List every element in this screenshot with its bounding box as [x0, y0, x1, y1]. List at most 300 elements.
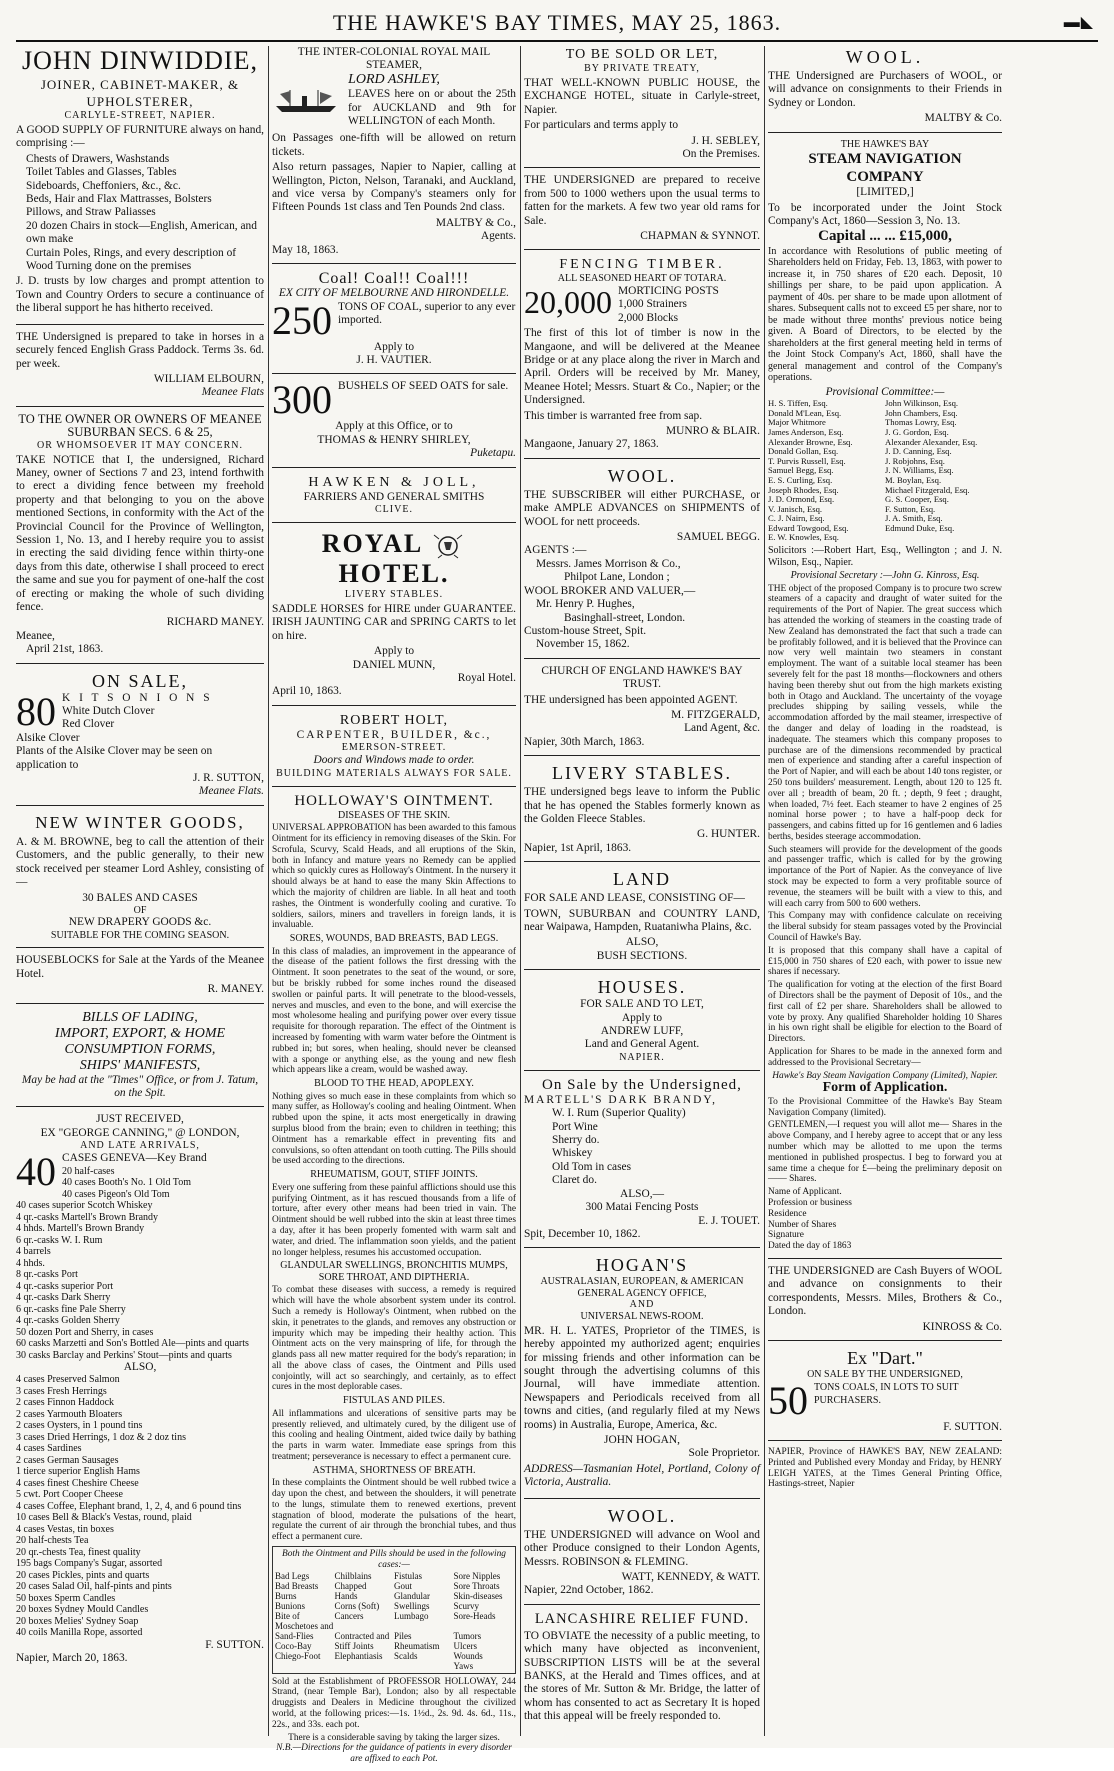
- ad-big-number: 20,000: [524, 283, 612, 320]
- royal-crest-icon: [430, 533, 466, 559]
- ad-subheading: JOINER, CABINET-MAKER, & UPHOLSTERER,: [40, 77, 240, 109]
- list-item: 4 cases Preserved Salmon: [16, 1374, 120, 1386]
- ad-apply: Apply to: [373, 340, 415, 353]
- ad-houseblocks: [16, 954, 264, 1003]
- ad-role: Sole Proprietor.: [688, 1447, 760, 1460]
- ad-signature: MALTBY & Co.,: [435, 216, 516, 229]
- section-body: In this class of maladies, an improvement in the appearance of the disease of the patient follows the first dressing with the Ointment. It soon penetrates to the seat of the wound, or sore, but be briskly rubbed for some inches round the diseased swollen or painful parts. It will penetrate to the blood-vessels, nerves and muscles, and even to the bone, and will exercise the most wholesome healing and purifying power over every tissue requisite for thorough reparation. The effect of the Ointment is increased by fomenting with warm water before the Ointment is rubbed in; but sores, when healing, should never be cleansed with a sponge or anything else, as the young and new flesh which appears like a cream, would be washed away.: [272, 946, 516, 1076]
- ad-signature: R. MANEY.: [207, 983, 264, 996]
- ad-line: 2,000 Blocks: [618, 311, 679, 324]
- ad-date: November 15, 1862.: [536, 638, 630, 651]
- ad-body: It is proposed that this company shall have a capital of £15,000 in 750 shares of £20 each, with power to issue new shares if necessary.: [768, 945, 1002, 978]
- ad-heading: CHURCH OF ENGLAND HAWKE'S BAY TRUST.: [541, 664, 743, 691]
- ad-subheading: ALL SEASONED HEART OF TOTARA.: [557, 273, 727, 285]
- ad-place: Meanee Flats: [201, 386, 264, 399]
- ad-body: Hawke's Bay Steam Navigation Company (Limited), Napier.: [772, 1070, 998, 1081]
- ad-heading: HAWKEN & JOLL,: [308, 474, 480, 490]
- ad-body: Such steamers will provide for the development of the goods and passenger traffic, which is called for by the growing importance of the Port of Napier. As the conveyance of live stock may be expected to form a very profitable source of revenue, the steamers will be built with a view to this, and will each carry from 500 to 600 wethers.: [768, 844, 1002, 909]
- ad-heading: Coal! Coal!! Coal!!!: [318, 270, 470, 288]
- ad-pre-heading: THE HAWKE'S BAY: [840, 138, 930, 150]
- case-item: [394, 1661, 454, 1671]
- ad-signature: F. SUTTON.: [943, 1420, 1002, 1433]
- list-item: Curtain Poles, Rings, and every description of Wood Turning done on the premises: [26, 246, 237, 273]
- list-item: 40 coils Manilla Rope, assorted: [16, 1627, 143, 1639]
- committee-list: [768, 399, 1002, 543]
- ad-body: THAT WELL-KNOWN PUBLIC HOUSE, the EXCHANGE HOTEL, situate in Carlyle-street, Napier.: [524, 77, 760, 116]
- list-item: 195 bags Company's Sugar, assorted: [16, 1558, 163, 1570]
- case-item: Fistulas: [394, 1570, 423, 1581]
- list-item: Old Tom in cases: [552, 1160, 632, 1173]
- ad-heading: FENCING TIMBER.: [559, 257, 725, 273]
- list-item: 4 cases Sardines: [16, 1443, 82, 1455]
- ad-line: Mr. Henry P. Hughes,: [536, 598, 635, 611]
- ad-note: There is a considerable saving by taking the larger sizes.: [288, 1732, 500, 1743]
- ad-hawken-joll: [272, 474, 516, 523]
- committee-member: Major Whitmore: [768, 417, 826, 428]
- ad-big-number: 50: [768, 1377, 808, 1423]
- case-item: Scurvy: [453, 1600, 479, 1611]
- committee-member: Alexander Alexander, Esq.: [885, 436, 978, 447]
- ad-heading: LAND: [613, 869, 671, 890]
- committee-member: [885, 533, 1002, 543]
- committee-member: C. J. Nairn, Esq.: [768, 513, 825, 524]
- ad-signature: WATT, KENNEDY, & WATT.: [621, 1570, 760, 1583]
- ad-date: Napier, 1st April, 1863.: [524, 841, 632, 854]
- committee-member: H. S. Tiffen, Esq.: [768, 398, 828, 409]
- ad-signature: THOMAS & HENRY SHIRLEY,: [317, 433, 471, 446]
- cases-grid: [275, 1571, 513, 1671]
- case-item: Chilblains: [334, 1570, 372, 1581]
- list-item: 4 barrels: [16, 1246, 51, 1258]
- ad-subheading: FOR SALE AND TO LET,: [580, 998, 704, 1011]
- form-fields: [768, 1187, 1002, 1241]
- form-heading: Form of Application.: [822, 1080, 948, 1096]
- ad-body: To be incorporated under the Joint Stock Company's Act, 1860—Session 3, No. 13.: [768, 201, 1002, 227]
- ad-lancashire-relief: [524, 1611, 760, 1732]
- ad-heading: NEW WINTER GOODS,: [35, 812, 245, 832]
- case-item: Contracted and: [334, 1630, 390, 1641]
- ad-robert-holt: [272, 712, 516, 787]
- ad-line: CONSUMPTION FORMS,: [64, 1041, 216, 1057]
- section-body: UNIVERSAL APPROBATION has been awarded to this famous Ointment for its efficiency in removing diseases of the Skin. For Scrofula, Scurvy, Scald Heads, and all eruptions of the Skin, both in Infancy and mature years no Remedy can be applied which so quickly cures as Holloway's Ointment. In the nursery it should always be at hand to ease the many Skin Affections to which the majority of children are liable. In all heat and tooth rashes, the Ointment is wonderfully cooling and curative. To soldiers, sailors, miners and travellers in foreign lands, it is invaluable.: [272, 823, 516, 931]
- case-item: Skin-diseases: [453, 1590, 503, 1601]
- ad-subheading: AUSTRALASIAN, EUROPEAN, & AMERICAN GENERAL AGENCY OFFICE,: [540, 1276, 744, 1299]
- committee-member: Edmund Duke, Esq.: [885, 522, 955, 533]
- ad-holloway: [272, 793, 516, 1771]
- ad-line: SHIPS' MANIFESTS,: [79, 1057, 201, 1073]
- ad-line: TONS COALS, IN LOTS TO SUIT PURCHASERS.: [814, 1381, 959, 1406]
- ad-body: BUSHELS OF SEED OATS for sale.: [338, 380, 509, 393]
- ad-line: AGENTS :—: [524, 544, 587, 557]
- case-item: Elephantiasis: [334, 1650, 383, 1661]
- ad-heading: WOOL.: [845, 47, 925, 67]
- case-item: Glandular: [394, 1590, 430, 1601]
- ad-bills-of-lading: [16, 1010, 264, 1108]
- ad-heading: THE INTER-COLONIAL ROYAL MAIL STEAMER,: [297, 46, 491, 72]
- list-item: Red Clover: [62, 718, 115, 731]
- ad-subheading: LORD ASHLEY,: [348, 71, 440, 87]
- ad-heading: HOGAN'S: [595, 1255, 689, 1276]
- ad-also: ALSO,: [625, 936, 659, 949]
- list-item: Pillows, and Straw Paliasses: [26, 206, 156, 219]
- committee-member: Thomas Lowry, Esq.: [885, 417, 957, 428]
- ad-line: BUILDING MATERIALS ALWAYS FOR SALE.: [276, 767, 512, 779]
- list-item: 4 cases Coffee, Elephant brand, 1, 2, 4, and 6 pound tins: [16, 1500, 242, 1512]
- capital-line: Capital ... ... £15,000,: [818, 228, 952, 245]
- committee-member: E. S. Curling, Esq.: [768, 474, 833, 485]
- list-item: Whiskey: [552, 1147, 593, 1160]
- committee-member: John Chambers, Esq.: [885, 407, 958, 418]
- ad-first-line: MORTICING POSTS: [618, 284, 719, 297]
- form-dated: Dated the day of 1863: [768, 1241, 852, 1252]
- case-item: [275, 1661, 335, 1671]
- committee-member: Joseph Rhodes, Esq.: [768, 484, 839, 495]
- ad-date: April 10, 1863.: [272, 685, 342, 698]
- case-item: Hands: [334, 1590, 358, 1601]
- committee-member: J. A. Smith, Esq.: [885, 513, 943, 524]
- list-item: Port Wine: [552, 1120, 598, 1133]
- masthead-rule: [16, 40, 1098, 42]
- ad-body: LEAVES here on or about the 25th for AUCKLAND and 9th for WELLINGTON of each Month.: [348, 88, 516, 128]
- case-item: Ulcers: [453, 1640, 477, 1651]
- committee-member: Samuel Begg, Esq.: [768, 465, 834, 476]
- ad-signature: JOHN HOGAN,: [604, 1434, 680, 1447]
- committee-member: Donald Gollan, Esq.: [768, 446, 839, 457]
- printer-imprint: NAPIER, Province of HAWKE'S BAY, NEW ZEALAND: Printed and Published every Monday and Friday, by HENRY LEIGH YATES, at the Times General Printing Office, Hastings-street, Napier: [768, 1446, 1002, 1490]
- section-head: DISEASES OF THE SKIN.: [337, 809, 451, 821]
- ad-signature: J. H. VAUTIER.: [356, 353, 432, 366]
- ad-wool-watt: [524, 1505, 760, 1605]
- list-item: 4 hhds.: [16, 1257, 45, 1269]
- ad-big-number: 80: [16, 688, 56, 734]
- committee-member: E. W. Knowles, Esq.: [768, 532, 839, 543]
- ad-elbourn: [16, 331, 264, 407]
- list-item: 6 qr.-casks W. I. Rum: [16, 1234, 103, 1246]
- masthead: [16, 6, 1098, 40]
- ad-line: BILLS OF LADING,: [82, 1009, 198, 1025]
- list-item: 20 half-cases: [62, 1165, 115, 1177]
- form-field: Number of Shares: [768, 1219, 837, 1230]
- committee-member: Michael Fitzgerald, Esq.: [885, 484, 970, 495]
- ad-line: Messrs. James Morrison & Co.,: [536, 557, 681, 570]
- ad-signature: DANIEL MUNN,: [352, 658, 436, 671]
- steamship-icon: [272, 88, 342, 114]
- ad-subheading: BY PRIVATE TREATY,: [584, 63, 700, 74]
- ad-subheading: AND LATE ARRIVALS,: [80, 1140, 200, 1152]
- column-divider: [764, 46, 765, 1736]
- section-head: GLANDULAR SWELLINGS, BRONCHITIS MUMPS, SORE THROAT, AND DIPTHERIA.: [280, 1260, 508, 1283]
- list-item: 10 cases Bell & Black's Vestas, round, plaid: [16, 1512, 192, 1524]
- ad-heading: TO THE OWNER OR OWNERS OF MEANEE SUBURBAN SECS. 6 & 25,: [18, 411, 262, 440]
- ad-place: Puketapu.: [470, 447, 516, 460]
- item-list: [16, 1166, 264, 1362]
- ad-body: The first of this lot of timber is now in the Mangaone, and will be delivered at the Meanee Bridge or at any place along the river in March and April. Orders will be received by Mr. Maney, Meanee Hotel; Messrs. Stuart & Co., Napier; or the Undersigned.: [524, 327, 760, 407]
- ad-body: Also return passages, Napier to Napier, calling at Wellington, Picton, Nelson, Taranaki, and Auckland, and vice versa by Company's steamers only for Fifteen Pounds 1st class and Ten Pounds 2nd class.: [272, 161, 516, 214]
- ad-line: BUSH SECTIONS.: [596, 949, 688, 962]
- ad-big-number: 40: [16, 1149, 56, 1195]
- ad-body: TONS OF COAL, superior to any ever imported.: [338, 300, 516, 326]
- masthead-title: THE HAWKE'S BAY TIMES, MAY 25, 1863.: [332, 10, 782, 35]
- ad-line: Philpot Lane, London ;: [564, 571, 670, 584]
- list-item: Plants of the Alsike Clover may be seen on application to: [16, 745, 213, 771]
- list-item: 20 half-chests Tea: [16, 1535, 89, 1547]
- form-field: Signature: [768, 1230, 804, 1241]
- ad-subheading: LIVERY STABLES.: [344, 588, 444, 600]
- case-item: Sore Throats: [453, 1580, 500, 1591]
- ad-body: Sold at the Establishment of PROFESSOR HOLLOWAY, 244 Strand, (near Temple Bar), London; also by all respectable druggists and Dealers in Medicine throughout the civilized world, at the following prices:—1s. 1½d., 2s. 9d. 4s. 6d., 11s., 22s., and 33s. each pot.: [272, 1676, 516, 1730]
- list-item: 20 qr.-chests Tea, finest quality: [16, 1546, 141, 1558]
- ad-line: SUITABLE FOR THE COMING SEASON.: [50, 929, 230, 941]
- list-item: 2 cases Yarmouth Bloaters: [16, 1408, 123, 1420]
- ad-wool-maltby: [768, 46, 1002, 133]
- case-item: Sore-Heads: [453, 1610, 496, 1621]
- list-item: 1 tierce superior English Hams: [16, 1466, 140, 1478]
- case-item: Chapped: [334, 1580, 367, 1591]
- committee-member: J. Robjohns, Esq.: [885, 455, 945, 466]
- section-body: In these complaints the Ointment should be well rubbed twice a day upon the chest, and between the shoulders, it will penetrate to the lungs, stimulate them to renewed exertions, prevent stagnation of blood, moderate the pulsations of the heart, regulate the current of air through the bronchial tubes, and thus effect a permanent cure.: [272, 1478, 516, 1543]
- ad-place: CLIVE.: [375, 503, 413, 515]
- ad-body: FOR SALE AND LEASE, CONSISTING OF—: [524, 892, 745, 905]
- ad-body: THE object of the proposed Company is to procure two screw steamers of a capacity and draught of water suited for the requirements of the Port of Napier. The great success which has attended the working of steamers in the coasting trade of New Zealand has demonstrated the fact that such a trade can be profitably followed, and it is believed that the Province can now very well maintain two steamers in constant employment. The want of a suitable local steamer has been severely felt for the past 18 months—flockowners and others having been thereby shut out from the high markets existing both in Otago and Auckland. The uncertainty of the voyage precludes shipping by sailing vessels, while the accommodation afforded by the mail steamer, irrespective of the danger and delay of loading in the roadstead, is inadequate. The steamers which this company proposes to purchase are of the dimensions recommended by practical men of experience and standing after a careful inspection of the Port of Napier, and will each be about 140 tons register, or 250 tons builders' measurement. Length, about 120 to 125 ft. over all ; breadth of beam, 20 ft. ; depth, 9 feet ; draught, when loaded, 7½ feet. Each steamer to have 2 engines of 25 nominal horse power ; to have a half-poop deck for passengers, and cabins fitted up for 16 gentlemen and 6 ladies berths, besides steerage accommodation.: [768, 583, 1002, 842]
- ad-place: Meanee Flats.: [198, 785, 264, 798]
- ad-line: 30 BALES AND CASES: [82, 891, 198, 904]
- ad-line: 300 Matai Fencing Posts: [585, 1201, 699, 1214]
- column-1: [16, 46, 264, 1736]
- list-item: 2 cases Finnon Haddock: [16, 1397, 115, 1409]
- ad-heading: HOTEL.: [338, 558, 450, 588]
- ad-role: Land Agent, &c.: [684, 722, 760, 735]
- ad-first-line: K I T S O N I O N S: [62, 691, 213, 704]
- ad-date: April 21st, 1863.: [26, 643, 104, 656]
- ad-subheading: [LIMITED,]: [856, 186, 914, 199]
- ad-houses: [524, 976, 760, 1071]
- ad-body: THE undersigned begs leave to inform the Public that he has opened the Stables formerly known as the Golden Fleece Stables.: [524, 786, 760, 825]
- ad-signature: M. FITZGERALD,: [671, 708, 760, 721]
- ad-body: Application for Shares to be made in the annexed form and addressed to the Provisional Secretary—: [768, 1047, 1002, 1068]
- list-item: 2 cases Oysters, in 1 pound tins: [16, 1420, 143, 1432]
- list-item: 8 qr.-casks Port: [16, 1269, 78, 1281]
- ad-body: A. & M. BROWNE, beg to call the attention of their Customers, and the public generally, to their new stock received per steamer Lord Ashley, consisting of—: [16, 835, 264, 889]
- ad-line: WOOL BROKER AND VALUER,—: [524, 584, 696, 597]
- ad-signature: RICHARD MANEY.: [166, 616, 264, 629]
- list-item: 20 dozen Chairs in stock—English, American, and own make: [26, 219, 257, 246]
- ad-body: On Passages one-fifth will be allowed on return tickets.: [272, 132, 516, 158]
- list-item: Alsike Clover: [16, 731, 80, 744]
- ad-place: Meanee,: [16, 629, 55, 642]
- list-item: 6 qr.-casks fine Pale Sherry: [16, 1303, 126, 1315]
- ad-chapman: [524, 174, 760, 250]
- list-item: 50 dozen Port and Sherry, in cases: [16, 1326, 154, 1338]
- ad-coal: [272, 270, 516, 374]
- ad-body: THE UNDERSIGNED are prepared to receive from 500 to 1000 wethers upon the usual terms to fatten for the markets. A few two year old rams for Sale.: [524, 174, 760, 227]
- ad-kinross: [768, 1265, 1002, 1341]
- ad-signature: CHAPMAN & SYNNOT.: [640, 230, 760, 243]
- ad-subheading: EX "GEORGE CANNING," @ LONDON,: [40, 1126, 240, 1139]
- ad-signature: WILLIAM ELBOURN,: [153, 372, 264, 385]
- committee-member: M. Boylan, Esq.: [885, 474, 942, 485]
- section-head: RHEUMATISM, GOUT, STIFF JOINTS.: [310, 1169, 478, 1181]
- ad-signature: MUNRO & BLAIR.: [666, 425, 760, 438]
- masthead-ornament-icon: ▬◣: [1063, 14, 1094, 31]
- list-item: 3 cases Fresh Herrings: [16, 1385, 107, 1397]
- list-item: 4 qr.-casks Dark Sherry: [16, 1292, 111, 1304]
- case-item: Tumors: [453, 1630, 482, 1641]
- list-item: 30 casks Barclay and Perkins' Stout—pints and quarts: [16, 1349, 232, 1361]
- case-item: Chiego-Foot: [275, 1650, 321, 1661]
- section-body: Every one suffering from these painful afflictions should use this purifying Ointment, as it has rescued thousands from a life of torture, after every other means had been tried in vain. The Ointment should be well rubbed into the skin at least three times a day, after it has been properly fomented with warm salt and water, and dried. The inflammation soon yields, and the patient no longer helpless, resumes his accustomed occupation.: [272, 1182, 516, 1258]
- item-list: [524, 1107, 760, 1187]
- ad-signature: SAMUEL BEGG.: [676, 531, 760, 544]
- item-list: [16, 1374, 264, 1639]
- list-item: Claret do.: [552, 1174, 597, 1187]
- case-item: Gout: [394, 1580, 412, 1591]
- ad-line: May be had at the "Times" Office, or from J. Tatum, on the Spit.: [21, 1073, 259, 1099]
- case-item: Bite of Moschetoes and: [275, 1610, 334, 1631]
- ad-big-number: 250: [272, 297, 332, 343]
- section-body: To combat these diseases with success, a remedy is required which will have the whole absorbent system under its control. Such a remedy is Holloway's Ointment, when rubbed on the skin, it penetrates to the glands, and removes any obstruction or impurity which may be impeding their healthy action. This Ointment acts on the very mainspring of life, for through the glands pass all new matter required for the body's reparation; in all the above class of cases, the Ointment and Pills used conjointly, will act so searchingly, and certainly, as to effect cures in the most deplorable cases.: [272, 1285, 516, 1393]
- ad-note: N.B.—Directions for the guidance of patients in every disorder are affixed to each Pot.: [276, 1743, 512, 1765]
- case-item: Burns: [275, 1590, 297, 1601]
- committee-member: James Anderson, Esq.: [768, 426, 844, 437]
- ad-heading: HOUSES.: [597, 977, 687, 998]
- committee-member: V. Janisch, Esq.: [768, 503, 823, 514]
- ad-body: THE UNDERSIGNED will advance on Wool and other Produce consigned to their London Agents, Messrs. ROBINSON & FLEMING.: [524, 1528, 760, 1568]
- case-item: Swellings: [394, 1600, 430, 1611]
- ad-line: 1,000 Strainers: [618, 298, 687, 311]
- ad-subheading: UNIVERSAL NEWS-ROOM.: [580, 1311, 704, 1323]
- ad-signature: KINROSS & Co.: [922, 1320, 1002, 1333]
- ad-address: CARLYLE-STREET, NAPIER.: [64, 110, 216, 121]
- list-item: 4 qr.-casks superior Port: [16, 1280, 114, 1292]
- ad-winter-goods: [16, 812, 264, 948]
- ad-heading: ROYAL: [321, 528, 422, 558]
- ad-apply: Apply at this Office, or to: [335, 420, 453, 433]
- ad-also: ALSO,: [123, 1361, 157, 1374]
- ad-body: MR. H. L. YATES, Proprietor of the TIMES, is hereby appointed my authorized agent; enquiries for missing friends and other information can be sought through the advertising columns of this Journal, will have immediate attention. Newspapers and Periodicals received from all towns and cities, (and regularly filed at my News rooms) in Australia, Europe, America, &c.: [524, 1324, 760, 1431]
- committee-member: T. Purvis Russell, Esq.: [768, 455, 846, 466]
- ad-first-line: CASES GENEVA—Key Brand: [62, 1152, 207, 1165]
- ad-body: This timber is warranted free from sap.: [524, 409, 703, 422]
- ad-date: May 18, 1863.: [272, 243, 339, 256]
- section-head: ASTHMA, SHORTNESS OF BREATH.: [312, 1464, 476, 1476]
- committee-member: Edward Towgood, Esq.: [768, 522, 849, 533]
- ad-maney-notice: [16, 413, 264, 664]
- ad-body: For particulars and terms apply to: [524, 119, 679, 132]
- case-item: Scalds: [394, 1650, 418, 1661]
- case-item: Coco-Bay: [275, 1640, 312, 1651]
- ad-body: THE Undersigned is prepared to take in horses in a securely fenced English Grass Paddock. Terms 3s. 6d. per week.: [16, 330, 264, 370]
- column-2: [272, 46, 516, 1765]
- ad-wool-begg: [524, 465, 760, 659]
- ad-body: J. D. trusts by low charges and prompt attention to Town and Country Orders to secure a continuance of the liberal support he has hitherto received.: [16, 275, 264, 315]
- ad-line: IMPORT, EXPORT, & HOME: [54, 1025, 226, 1041]
- ad-date: Napier, 30th March, 1863.: [524, 735, 645, 748]
- ad-line: Doors and Windows made to order.: [313, 754, 475, 767]
- ad-body: Provisional Secretary :—John G. Kinross, Esq.: [790, 570, 980, 582]
- section-body: Nothing gives so much ease in these complaints from which so many suffer, as Holloway's cooling and healing Ointment. When rubbed upon the spine, it acts most energetically in drawing surplus blood from the brain; even to children in teething; this Ointment has a remarkable effect in preventing fits and convulsions, so often attendant on tooth cutting. The Pills should be used according to the directions.: [272, 1091, 516, 1167]
- list-item: W. I. Rum (Superior Quality): [552, 1107, 686, 1120]
- ad-body: The qualification for voting at the election of the first Board of Directors shall be the payment of Deposit of 10s., and the first call of £2 per share. Shareholders shall be allowed to vote by proxy. Any qualified Shareholder holding 10 Shares in his own right shall be eligible for election to the Board of Directors.: [768, 980, 1002, 1045]
- ad-seed-oats: [272, 377, 516, 467]
- ad-dart: [768, 1347, 1002, 1441]
- ad-body: This Company may with confidence calculate on receiving the liberal subsidy for steam passages voted by the Provincial Council of Hawke's Bay.: [768, 911, 1002, 944]
- ad-body: In accordance with Resolutions of public meeting of Shareholders held on Friday, Feb. 13, 1863, with power to increase it, in 750 shares of £20 each. Deposit, 10 shillings per share, to be paid upon application. A payment of 40s. per share to be made upon allotment of shares. Subsequent calls not to exceed £5 per share, nor to be made without three months' previous notice being given. A Board of Directors, to be elected by the shareholders at the first general meeting held in terms of the Joint Stock Company's Act, 1860, shall have the general management and control of the Company's operations.: [768, 245, 1002, 384]
- ad-mail-steamer: [272, 46, 516, 264]
- ad-role: Agents.: [480, 230, 516, 243]
- committee-member: J. G. Gordon, Esq.: [885, 426, 949, 437]
- ad-heading: HOLLOWAY'S OINTMENT.: [294, 792, 494, 809]
- ad-apply: Apply to: [621, 1011, 663, 1024]
- case-item: Lumbago: [394, 1610, 429, 1621]
- ad-signature: E. J. TOUET.: [698, 1214, 760, 1227]
- ad-livery-stables: [524, 762, 760, 862]
- ad-body: THE UNDERSIGNED are Cash Buyers of WOOL and advance on consignments to their correspondents, Messrs. Miles, Brothers & Co., London.: [768, 1264, 1002, 1318]
- list-item: 4 hhds. Martell's Brown Brandy: [16, 1223, 145, 1235]
- list-item: 50 boxes Sperm Candles: [16, 1592, 116, 1604]
- list-item: 20 cases Pickles, pints and quarts: [16, 1569, 150, 1581]
- ad-to-be-sold: [524, 46, 760, 168]
- ad-heading: ON SALE,: [92, 670, 188, 691]
- ad-subheading: CARPENTER, BUILDER, &c.,: [296, 728, 492, 741]
- list-item: 20 boxes Sydney Mould Candles: [16, 1604, 149, 1616]
- committee-member: Alexander Browne, Esq.: [768, 436, 853, 447]
- ad-dinwiddie: [16, 46, 264, 325]
- ad-heading: STEAM NAVIGATION COMPANY: [808, 151, 962, 186]
- case-item: Bunions: [275, 1600, 306, 1611]
- case-item: [335, 1661, 395, 1671]
- list-item: 4 cases finest Cheshire Cheese: [16, 1477, 139, 1489]
- ad-body: A GOOD SUPPLY OF FURNITURE always on hand, comprising :—: [16, 124, 264, 150]
- ad-apply: Apply to: [373, 645, 415, 658]
- form-field: Name of Applicant.: [768, 1187, 842, 1198]
- ad-body: Solicitors :—Robert Hart, Esq., Wellington ; and J. N. Wilson, Esq., Napier.: [768, 545, 1002, 568]
- ad-onions: [16, 670, 264, 806]
- ad-signature: F. SUTTON.: [205, 1638, 264, 1651]
- ad-date: Spit, December 10, 1862.: [524, 1227, 641, 1240]
- list-item: 40 cases superior Scotch Whiskey: [16, 1200, 153, 1212]
- ad-heading: TO BE SOLD OR LET,: [565, 47, 719, 62]
- ad-address: ADDRESS—Tasmanian Hotel, Portland, Colony of Victoria, Australia.: [524, 1462, 760, 1489]
- committee-member: F. Sutton, Esq.: [885, 503, 936, 514]
- list-item: Toilet Tables and Glasses, Tables: [26, 166, 177, 179]
- list-item: 40 cases Pigeon's Old Tom: [62, 1188, 170, 1200]
- case-item: Sand-Flies: [275, 1630, 314, 1641]
- form-body: To the Provisional Committee of the Hawke's Bay Steam Navigation Company (limited).: [768, 1096, 1002, 1118]
- ad-body: THE undersigned has been appointed AGENT.: [524, 693, 738, 706]
- column-divider: [268, 46, 269, 1736]
- ad-body: TAKE NOTICE that I, the undersigned, Richard Maney, owner of Sections 7 and 23, intend forthwith to erect a dividing fence between my freehold property and that belonging to you on the above mentioned Sections, in conformity with the Act of the Provincial Council for the Province of Wellington, Session 1, No. 13, and I hereby require you to assist in erecting the said dividing fence within thirty-one days from this date, otherwise I shall proceed to erect the same and sue you for payment of one-half the cost of erecting or making the whole of such dividing fence.: [16, 453, 264, 613]
- item-list: [16, 153, 264, 274]
- list-item: 5 cwt. Port Cooper Cheese: [16, 1489, 123, 1501]
- ad-place: NAPIER.: [619, 1051, 665, 1063]
- list-item: 4 qr.-casks Golden Sherry: [16, 1315, 120, 1327]
- ad-body: THE Undersigned are Purchasers of WOOL, or will advance on consignments to their Friends in Sydney or London.: [768, 70, 1002, 109]
- committee-member: J. D. Ormond, Esq.: [768, 494, 835, 505]
- cases-box: [272, 1546, 516, 1674]
- case-item: Sore Nipples: [453, 1570, 501, 1581]
- ad-heading: Ex "Dart.": [847, 1348, 923, 1369]
- ad-heading: On Sale by the Undersigned,: [542, 1076, 742, 1093]
- ad-just-received: [16, 1113, 264, 1671]
- column-4: [768, 46, 1002, 1736]
- ad-date: Mangaone, January 27, 1863.: [524, 438, 659, 451]
- ad-line: Basinghall-street, London.: [564, 611, 686, 624]
- ad-role: Land and General Agent.: [584, 1038, 700, 1051]
- ad-body: THE SUBSCRIBER will either PURCHASE, or make AMPLE ADVANCES on SHIPMENTS of WOOL for nett proceeds.: [524, 488, 760, 528]
- case-item: Stiff Joints: [334, 1640, 374, 1651]
- list-item: Sherry do.: [552, 1134, 600, 1147]
- form-field: Profession or business: [768, 1198, 852, 1208]
